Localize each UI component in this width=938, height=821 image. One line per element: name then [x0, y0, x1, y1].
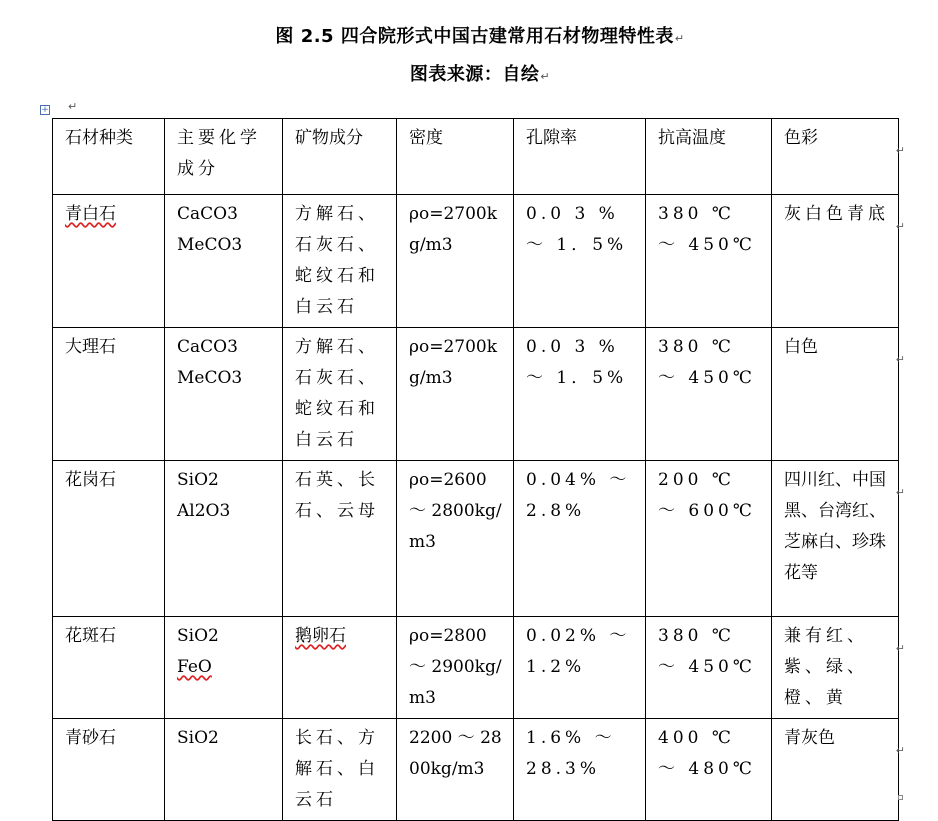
temperature-cell: 380 ℃ ～ 450℃ [646, 328, 772, 461]
row-end-mark-icon: ↵ [895, 744, 905, 757]
table-row [53, 195, 899, 328]
row-end-mark-icon: ↵ [895, 642, 905, 655]
chem-cell: SiO2 [165, 719, 283, 821]
table-row [53, 461, 899, 617]
row-end-mark-icon: ↵ [895, 220, 905, 233]
caption-text: 图 2.5 四合院形式中国古建常用石材物理特性表 [275, 26, 674, 47]
paragraph-mark-icon: ↵ [540, 70, 551, 83]
chem-cell: CaCO3 MeCO3 [165, 328, 283, 461]
header-cell: 抗高温度 [646, 119, 772, 195]
table-move-handle-icon[interactable]: + [41, 105, 49, 115]
paragraph-mark-icon: ↵ [674, 32, 685, 45]
porosity-cell: 0.0 3 % ～ 1．5% [514, 328, 646, 461]
chem-cell: SiO2 FeO [165, 617, 283, 719]
header-cell: 主要化学成分 [165, 119, 283, 195]
table-resize-handle-icon[interactable] [898, 795, 903, 800]
mineral-cell: 方解石、石灰石、蛇纹石和白云石 [283, 328, 397, 461]
table-row [53, 617, 899, 719]
density-cell: 2200 ～ 2800kg/m3 [397, 719, 514, 821]
temperature-cell: 380 ℃ ～ 450℃ [646, 617, 772, 719]
table-row [53, 328, 899, 461]
temperature-cell: 400 ℃ ～ 480℃ [646, 719, 772, 821]
chem-cell: CaCO3 MeCO3 [165, 195, 283, 328]
stone-name-cell: 青白石 [53, 195, 165, 328]
stone-name-cell: 花岗石 [53, 461, 165, 617]
stone-name-cell: 青砂石 [53, 719, 165, 821]
stone-properties-table [52, 118, 905, 821]
density-cell: ρo=2700kg/m3 [397, 328, 514, 461]
color-cell: 兼有红、紫、绿、橙、黄 ↵ [772, 617, 899, 719]
header-cell: 石材种类 [53, 119, 165, 195]
mineral-cell: 鹅卵石 [283, 617, 397, 719]
temperature-cell: 200 ℃ ～ 600℃ [646, 461, 772, 617]
chem-cell: SiO2 Al2O3 [165, 461, 283, 617]
stone-name-cell: 大理石 [53, 328, 165, 461]
porosity-cell: 0.02% ～ 1.2% [514, 617, 646, 719]
header-cell: 孔隙率 [514, 119, 646, 195]
porosity-cell: 1.6% ～ 28.3% [514, 719, 646, 821]
table-row [53, 719, 899, 821]
row-end-mark-icon: ↵ [895, 144, 905, 157]
porosity-cell: 0.0 3 % ～ 1．5% [514, 195, 646, 328]
table-caption [0, 22, 938, 48]
table-header-row [53, 119, 899, 195]
density-cell: ρo=2800 ～ 2900kg/m3 [397, 617, 514, 719]
color-cell: 白色 ↵ [772, 328, 899, 461]
density-cell: ρo=2700kg/m3 [397, 195, 514, 328]
color-cell: 青灰色 ↵ [772, 719, 899, 821]
density-cell: ρo=2600 ～ 2800kg/m3 [397, 461, 514, 617]
row-end-mark-icon: ↵ [895, 353, 905, 366]
porosity-cell: 0.04% ～ 2.8% [514, 461, 646, 617]
color-cell: 灰白色青底 ↵ [772, 195, 899, 328]
stone-name-cell: 花斑石 [53, 617, 165, 719]
table-source [0, 60, 938, 86]
mineral-cell: 石英、长石、云母 [283, 461, 397, 617]
mineral-cell: 长石、方解石、白云石 [283, 719, 397, 821]
color-cell: 四川红、中国黑、台湾红、芝麻白、珍珠花等 ↵ [772, 461, 899, 617]
mineral-cell: 方解石、石灰石、蛇纹石和白云石 [283, 195, 397, 328]
source-text: 图表来源：自绘 [409, 64, 540, 85]
header-cell: 密度 [397, 119, 514, 195]
temperature-cell: 380 ℃ ～ 450℃ [646, 195, 772, 328]
header-cell: 色彩 ↵ [772, 119, 899, 195]
paragraph-mark-icon: ↵ [68, 100, 78, 113]
header-cell: 矿物成分 [283, 119, 397, 195]
row-end-mark-icon: ↵ [895, 486, 905, 499]
